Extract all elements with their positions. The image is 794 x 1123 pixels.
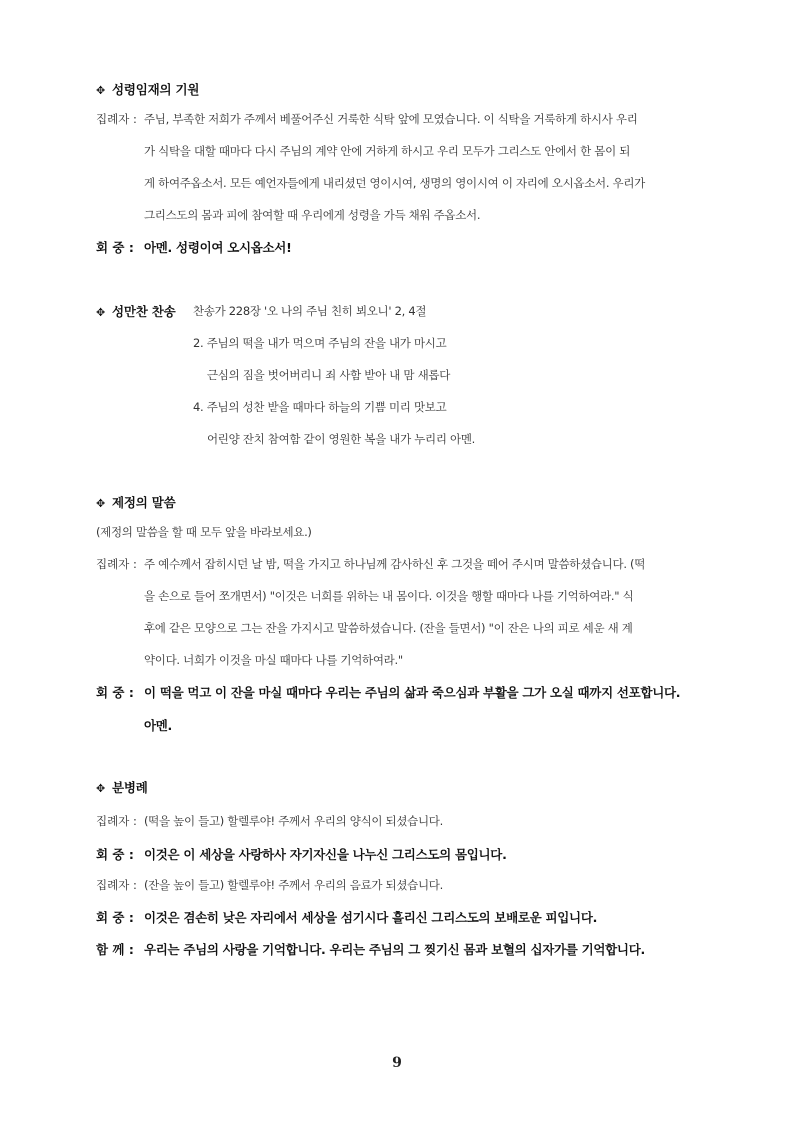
page-number: 9 [392,1055,402,1071]
institution-line-2: 을 손으로 들어 쪼개면서) "이것은 너희를 위하는 내 몸이다. 이것을 행할 때마다 나를 기억하여라." 식 [144,589,634,603]
epiclesis-line-4: 그리스도의 몸과 피에 참여할 때 우리에게 성령을 가득 채워 주옵소서. [144,208,481,222]
leader-label: 집례자 : [96,557,137,571]
congregation-label: 회 중 : [96,910,134,925]
hymn-verse-4-line-1: 4. 주님의 성찬 받을 때마다 하늘의 기쁨 미리 맛보고 [193,400,447,414]
leader-label: 집례자 : [96,112,137,126]
leader-label: 집례자 : [96,814,137,828]
section-heading-epiclesis: ✥ 성령임재의 기원 [96,82,200,97]
institution-line-1: 주 예수께서 잡히시던 날 밤, 떡을 가지고 하나님께 감사하신 후 그것을 떼어 주시며 말씀하셨습니다. (떡 [144,557,646,571]
hymn-verse-2-line-1: 2. 주님의 떡을 내가 먹으며 주님의 잔을 내가 마시고 [193,336,447,350]
congregation-label: 회 중 : [96,847,134,862]
epiclesis-response: 아멘. 성령이여 오시옵소서! [144,240,292,255]
cross-bullet-icon: ✥ [96,782,106,795]
institution-response-line-2: 아멘. [144,718,172,733]
hymn-verse-4-line-2: 어린양 잔치 참여함 같이 영원한 복을 내가 누리리 아멘. [207,432,475,446]
epiclesis-line-1: 주님, 부족한 저희가 주께서 베풀어주신 거룩한 식탁 앞에 모였습니다. 이 식탁을 거룩하게 하시사 우리 [144,112,638,126]
institution-response-line-1: 이 떡을 먹고 이 잔을 마실 때마다 우리는 주님의 삶과 죽으심과 부활을 그가 오실 때까지 선포합니다. [144,685,681,700]
fraction-cup-response: 이것은 겸손히 낮은 자리에서 세상을 섬기시다 흘리신 그리스도의 보배로운 피입니다. [144,910,598,925]
section-heading-institution: ✥ 제정의 말씀 [96,495,176,510]
epiclesis-line-3: 게 하여주옵소서. 모든 예언자들에게 내리셨던 영이시여, 생명의 영이시여 이 자리에 오시옵소서. 우리가 [144,176,645,190]
fraction-together-text: 우리는 주님의 사랑을 기억합니다. 우리는 주님의 그 찢기신 몸과 보혈의 십자가를 기억합니다. [144,942,645,957]
fraction-cup-leader: (잔을 높이 들고) 할렐루야! 주께서 우리의 음료가 되셨습니다. [144,878,443,892]
hymn-verse-2-line-2: 근심의 짐을 벗어버리니 죄 사함 받아 내 맘 새롭다 [207,368,451,382]
institution-instruction: (제정의 말씀을 할 때 모두 앞을 바라보세요.) [96,525,312,539]
leader-label: 집례자 : [96,878,137,892]
fraction-bread-leader: (떡을 높이 들고) 할렐루야! 주께서 우리의 양식이 되셨습니다. [144,814,443,828]
section-heading-fraction: ✥ 분병례 [96,780,148,795]
fraction-bread-response: 이것은 이 세상을 사랑하사 자기자신을 나누신 그리스도의 몸입니다. [144,847,507,862]
cross-bullet-icon: ✥ [96,84,106,97]
institution-line-4: 약이다. 너희가 이것을 마실 때마다 나를 기억하여라." [144,653,403,667]
together-label: 함 께 : [96,942,134,957]
cross-bullet-icon: ✥ [96,497,106,510]
congregation-label: 회 중 : [96,240,134,255]
cross-bullet-icon: ✥ [96,306,106,319]
section-heading-hymn: ✥ 성만찬 찬송 [96,304,176,319]
institution-line-3: 후에 같은 모양으로 그는 잔을 가지시고 말씀하셨습니다. (잔을 들면서) "이 잔은 나의 피로 세운 새 계 [144,621,633,635]
congregation-label: 회 중 : [96,685,134,700]
epiclesis-line-2: 가 식탁을 대할 때마다 다시 주님의 계약 안에 거하게 하시고 우리 모두가 그리스도 안에서 한 몸이 되 [144,144,631,158]
hymn-reference: 찬송가 228장 '오 나의 주님 친히 뵈오니' 2, 4절 [193,304,427,318]
